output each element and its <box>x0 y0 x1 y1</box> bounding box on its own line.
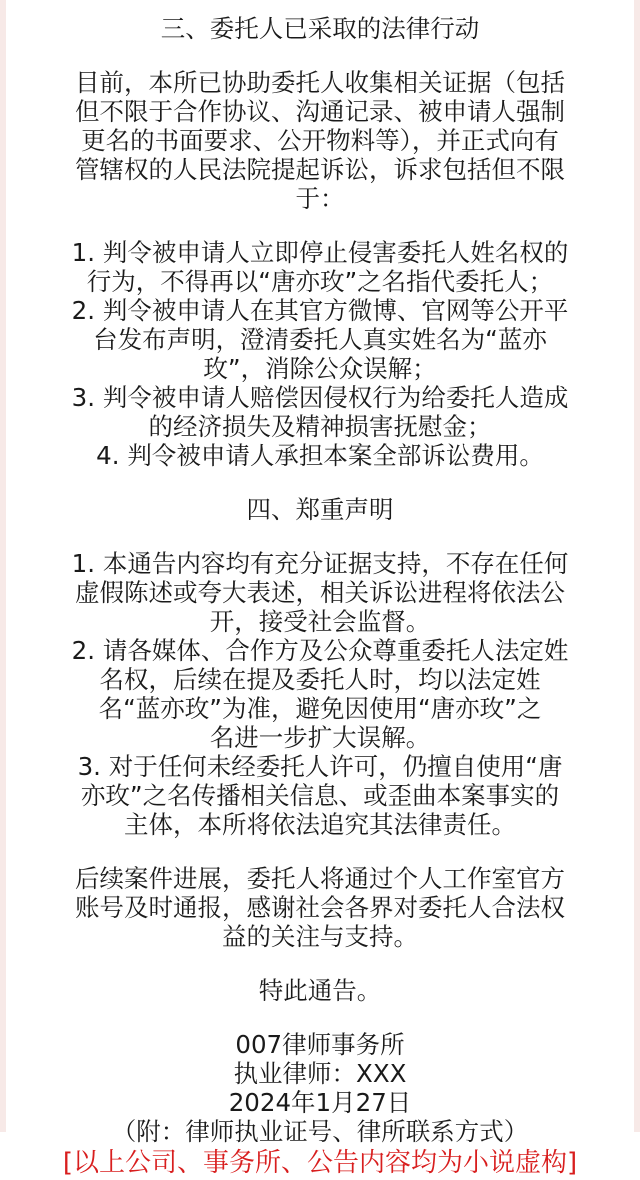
claim-line: 玫”，消除公众误解； <box>203 354 437 383</box>
claim-line: 4. 判令被申请人承担本案全部诉讼费用。 <box>96 441 544 470</box>
firm-name: 007律师事务所 <box>235 1030 405 1059</box>
fiction-disclaimer: [以上公司、事务所、公告内容均为小说虚构] <box>62 1148 578 1178</box>
section4-followup <box>14 864 626 951</box>
section4-heading: 四、郑重声明 <box>246 495 394 524</box>
spacer <box>14 43 626 68</box>
right-edge-strip <box>634 0 640 1132</box>
statement-line: 3. 对于任何未经委托人许可，仍擅自使用“唐 <box>77 752 563 781</box>
statement-line: 开，接受社会监督。 <box>209 607 431 636</box>
statement-line: 名“蓝亦玫”为准，避免因使用“唐亦玫”之 <box>98 694 542 723</box>
spacer <box>14 524 626 549</box>
claim-line: 的经济损失及精神损害抚慰金； <box>148 412 492 441</box>
statement-line: 亦玫”之名传播相关信息、或歪曲本案事实的 <box>80 781 560 810</box>
section3-claims <box>14 238 626 470</box>
followup-line: 后续案件进展，委托人将通过个人工作室官方 <box>75 864 565 893</box>
section4-points <box>14 549 626 839</box>
followup-line: 益的关注与支持。 <box>222 922 418 951</box>
spacer <box>14 213 626 238</box>
notice-document <box>14 14 626 1180</box>
text-line: 但不限于合作协议、沟通记录、被申请人强制 <box>75 97 565 126</box>
claim-line: 3. 判令被申请人赔偿因侵权行为给委托人造成 <box>71 383 569 412</box>
text-line: 更名的书面要求、公开物料等），并正式向有 <box>81 126 559 155</box>
statement-line: 1. 本通告内容均有充分证据支持，不存在任何 <box>71 549 569 578</box>
spacer <box>14 470 626 495</box>
spacer <box>14 839 626 864</box>
text-line: 目前，本所已协助委托人收集相关证据（包括 <box>75 68 565 97</box>
followup-line: 账号及时通报，感谢社会各界对委托人合法权 <box>75 893 565 922</box>
spacer <box>14 1005 626 1030</box>
statement-line: 虚假陈述或夸大表述，相关诉讼进程将依法公 <box>75 578 565 607</box>
left-edge-strip <box>0 0 6 1132</box>
claim-line: 台发布声明，澄清委托人真实姓名为“蓝亦 <box>93 325 547 354</box>
claim-line: 行为，不得再以“唐亦玫”之名指代委托人； <box>86 267 554 296</box>
statement-line: 主体，本所将依法追究其法律责任。 <box>124 810 516 839</box>
attachment-note: （附：律师执业证号、律所联系方式） <box>111 1117 529 1146</box>
text-line: 于： <box>295 184 345 213</box>
closing-notice: 特此通告。 <box>258 976 382 1005</box>
statement-line: 2. 请各媒体、合作方及公众尊重委托人法定姓 <box>71 636 569 665</box>
statement-line: 名进一步扩大误解。 <box>209 723 431 752</box>
statement-line: 名权，后续在提及委托人时，均以法定姓 <box>99 665 541 694</box>
notice-date: 2024年1月27日 <box>228 1088 412 1117</box>
section3-intro <box>14 68 626 213</box>
claim-line: 2. 判令被申请人在其官方微博、官网等公开平 <box>71 296 569 325</box>
lawyer-name: 执业律师：XXX <box>233 1059 407 1088</box>
signature-block <box>14 1030 626 1146</box>
text-line: 管辖权的人民法院提起诉讼，诉求包括但不限 <box>75 155 565 184</box>
spacer <box>14 951 626 976</box>
section3-heading: 三、委托人已采取的法律行动 <box>160 14 480 43</box>
claim-line: 1. 判令被申请人立即停止侵害委托人姓名权的 <box>71 238 569 267</box>
